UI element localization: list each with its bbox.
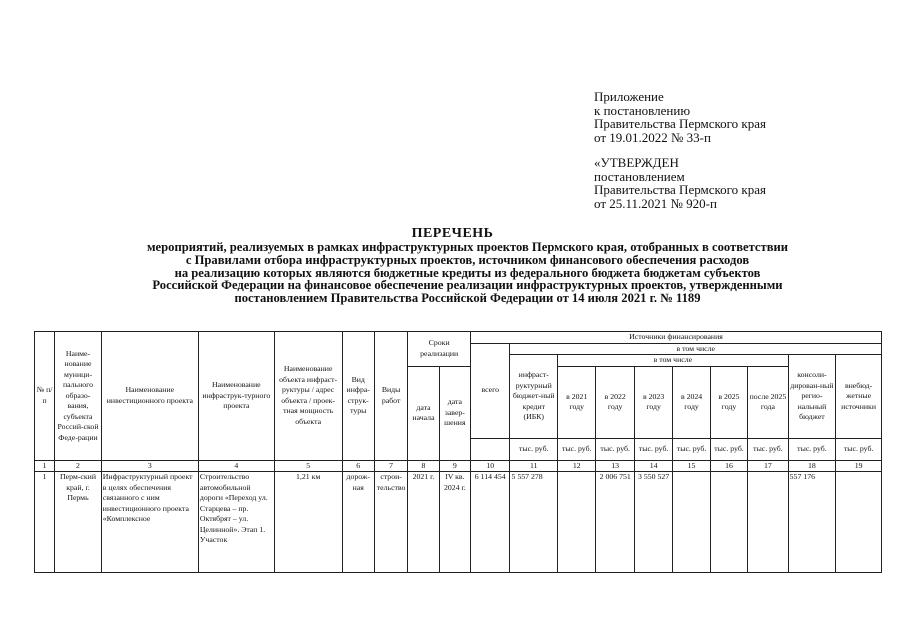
column-number: 11 — [510, 460, 558, 472]
column-number: 10 — [471, 460, 510, 472]
appendix-line: Приложение — [594, 89, 664, 104]
column-number: 18 — [788, 460, 836, 472]
cell-num: 1 — [35, 472, 55, 573]
header-infra-project: Наименование инфраструк-турного проекта — [198, 332, 274, 461]
header-extrabudget: внебюд-жетные источники — [836, 355, 882, 439]
header-y2023: в 2023 году — [634, 366, 672, 438]
appendix-line: от 19.01.2022 № 33-п — [594, 129, 711, 145]
appendix-block — [594, 90, 766, 144]
cell-extrabudget — [836, 472, 882, 573]
unit-y2021: тыс. руб. — [558, 438, 596, 460]
header-financing: Источники финансирования — [471, 332, 882, 344]
column-number: 19 — [836, 460, 882, 472]
column-number: 13 — [596, 460, 634, 472]
column-number: 12 — [558, 460, 596, 472]
cell-y2022: 2 006 751 — [596, 472, 634, 573]
cell-y2023: 3 550 527 — [634, 472, 672, 573]
cell-consolidated: 557 176 — [788, 472, 836, 573]
header-y2024: в 2024 году — [673, 366, 710, 438]
column-number: 17 — [748, 460, 788, 472]
appendix-line: к постановлению — [594, 102, 691, 118]
approved-line: от 25.11.2021 № 920-п — [594, 195, 717, 211]
table-row — [35, 472, 882, 573]
column-number: 16 — [710, 460, 747, 472]
approved-line: постановлением — [594, 168, 685, 184]
cell-y2024 — [673, 472, 710, 573]
document-title: ПЕРЕЧЕНЬ — [411, 226, 494, 241]
header-consolidated: консоли-дирован-ный регио-нальный бюджет — [788, 355, 836, 439]
unit-ibk: тыс. руб. — [510, 438, 558, 460]
column-number: 3 — [101, 460, 198, 472]
header-total: всего — [471, 343, 510, 438]
header-y2025: в 2025 году — [710, 366, 747, 438]
approved-line: «УТВЕРЖДЕН — [594, 155, 679, 170]
unit-total — [471, 438, 510, 460]
header-y2021: в 2021 году — [558, 366, 596, 438]
header-y2022: в 2022 году — [596, 366, 634, 438]
unit-after2025: тыс. руб. — [748, 438, 788, 460]
subtitle-line: Российской Федерации на финансовое обеспечение реализации инфраструктурных проектов, утвержденными — [152, 278, 783, 293]
header-municipality: Наиме-нование муници-пального образо-вания, субъекта Россий-ской Феде-рации — [55, 332, 102, 461]
cell-total: 6 114 454 — [471, 472, 510, 573]
cell-infra-type: дорож-ная — [342, 472, 374, 573]
header-terms: Сроки реализации — [408, 332, 471, 367]
header-object: Наименование объекта инфраст-руктуры / адрес объекта / проек-тная мощность объекта — [274, 332, 342, 461]
cell-infra-project: Строительство автомобильной дороги «Переход ул. Старцева – пр. Октябрят – ул. Целинной». Этап 1. Участок — [198, 472, 274, 573]
subtitle-line: на реализацию которых являются бюджетные кредиты из федерального бюджета бюджетам субъектов — [174, 265, 761, 280]
unit-y2022: тыс. руб. — [596, 438, 634, 460]
header-ibk-including: в том числе — [558, 355, 789, 367]
cell-y2025 — [710, 472, 747, 573]
document-subtitle — [40, 241, 895, 305]
unit-extrabudget: тыс. руб. — [836, 438, 882, 460]
column-number: 15 — [673, 460, 710, 472]
header-num: № п/п — [35, 332, 55, 461]
approved-line: Правительства Пермского края — [594, 182, 766, 197]
cell-end: IV кв. 2024 г. — [439, 472, 470, 573]
cell-project: Инфраструктурный проект в целях обеспечения связанного с ним инвестиционного проекта «Комплексное — [101, 472, 198, 573]
subtitle-line: мероприятий, реализуемых в рамках инфраструктурных проектов Пермского края, отобранных в соответствии — [146, 240, 789, 254]
cell-y2021 — [558, 472, 596, 573]
cell-municipality: Перм-ский край, г. Пермь — [55, 472, 102, 573]
column-number: 4 — [198, 460, 274, 472]
appendix-line: Правительства Пермского края — [594, 116, 766, 131]
column-number: 2 — [55, 460, 102, 472]
subtitle-line: с Правилами отбора инфраструктурных проектов, источником финансового обеспечения расходов — [185, 252, 750, 267]
column-number: 14 — [634, 460, 672, 472]
header-start: дата начала — [408, 366, 439, 460]
approved-block — [594, 156, 766, 210]
header-project: Наименование инвестиционного проекта — [101, 332, 198, 461]
unit-consolidated: тыс. руб. — [788, 438, 836, 460]
header-infra-type: Вид инфра-струк-туры — [342, 332, 374, 461]
column-number: 8 — [408, 460, 439, 472]
column-number: 9 — [439, 460, 470, 472]
subtitle-line: постановлением Правительства Российской Федерации от 14 июля 2021 г. № 1189 — [234, 291, 701, 306]
unit-y2025: тыс. руб. — [710, 438, 747, 460]
unit-y2024: тыс. руб. — [673, 438, 710, 460]
header-after2025: после 2025 года — [748, 366, 788, 438]
column-number: 5 — [274, 460, 342, 472]
cell-works: строи-тельство — [374, 472, 407, 573]
column-number: 7 — [374, 460, 407, 472]
cell-object: 1,21 км — [274, 472, 342, 573]
cell-start: 2021 г. — [408, 472, 439, 573]
header-ibk: инфраст-руктурный бюджет-ный кредит (ИБК) — [510, 355, 558, 439]
cell-ibk: 5 557 278 — [510, 472, 558, 573]
header-including: в том числе — [510, 343, 882, 355]
cell-after2025 — [748, 472, 788, 573]
column-number: 1 — [35, 460, 55, 472]
projects-table — [34, 331, 882, 573]
column-number: 6 — [342, 460, 374, 472]
unit-y2023: тыс. руб. — [634, 438, 672, 460]
header-works: Виды работ — [374, 332, 407, 461]
header-end: дата завер-шения — [439, 366, 470, 460]
